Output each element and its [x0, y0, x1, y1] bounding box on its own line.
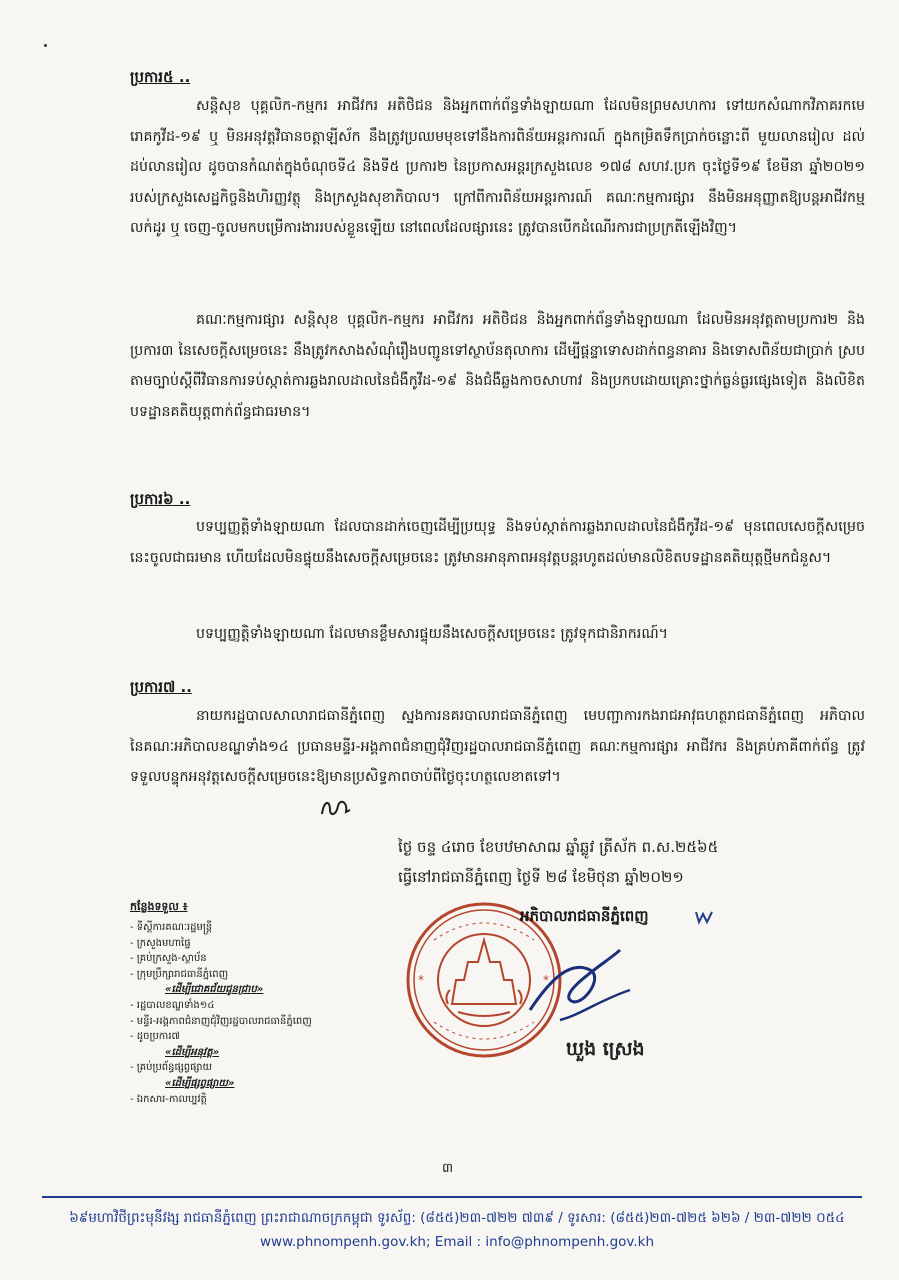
article-7-paragraph-text: នាយករដ្ឋបាលសាលារាជធានីភ្នំពេញ ស្នងការនគរបាលរាជធានីភ្នំពេញ មេបញ្ជាការកងរាជអាវុធហត្ថរាជធានីភ្នំពេញ អភិបាល នៃគណៈអភិបាលខណ្ឌទាំង១៤ ប្រធានមន្ទីរ-អង្គភាពជំនាញជុំវិញរដ្ឋបាលរាជធានីភ្នំពេញ គណៈកម្មការផ្សារ អាជីវករ និងគ្រប់ភាគីពាក់ព័ន្ធ ត្រូវទទួលបន្ទុកអនុវត្តសេចក្តីសម្រេចនេះឱ្យមានប្រសិទ្ធភាពចាប់ពីថ្ងៃចុះហត្ថលេខាតទៅ។: [130, 708, 865, 785]
signer-name: ឃួង ស្រេង: [566, 1038, 645, 1060]
article-6-paragraph-2: [130, 619, 865, 650]
article-6-paragraph-2-text: បទប្បញ្ញត្តិទាំងឡាយណា ដែលមានខ្លឹមសារផ្ទុយនឹងសេចក្តីសម្រេចនេះ ត្រូវទុកជានិរាករណ៍។: [196, 626, 668, 642]
recipient-item: - ក្រុមប្រឹក្សារាជធានីភ្នំពេញ: [130, 968, 229, 980]
recipient-item: - គ្រប់ប្រព័ន្ធផ្សព្វផ្សាយ: [130, 1062, 213, 1074]
recipients-title: កន្លែងទទួល ៖: [130, 900, 188, 913]
recipients-block: [130, 900, 390, 1107]
recipients-purpose: «ដើម្បីផ្សព្វផ្សាយ»: [165, 1077, 235, 1089]
article-6-heading: ប្រការ៦ ..: [130, 490, 191, 508]
governor-title: អភិបាលរាជធានីភ្នំពេញ: [520, 907, 649, 925]
article-5-paragraph-1: [130, 91, 865, 244]
recipient-item: - ដូចប្រការ៧: [130, 1031, 180, 1043]
article-7-heading: ប្រការ៧ ..: [130, 678, 192, 696]
article-7-paragraph: [130, 701, 865, 793]
article-5-paragraph-1-text: សន្តិសុខ បុគ្គលិក-កម្មករ អាជីវករ អតិថិជន និងអ្នកពាក់ព័ន្ធទាំងឡាយណា ដែលមិនព្រមសហការ ទៅយកសំណាកវិភាគរកមេរោគកូវីដ-១៩ ឬ មិនអនុវត្តវិធានចត្តាឡីស័ក នឹងត្រូវប្រឈមមុខទៅនឹងការពិន័យអន្តរការណ៍ ក្នុងកម្រិតទឹកប្រាក់ចន្លោះពី មួយលានរៀល ដល់ ដប់លានរៀល ដូចបានកំណត់ក្នុងចំណុចទី៤ និងទី៥ ប្រការ២ នៃប្រកាសអន្តរក្រសួងលេខ ១៧៨ សហវ.ប្រក ចុះថ្ងៃទី១៩ ខែមីនា ឆ្នាំ២០២១ របស់ក្រសួងសេដ្ឋកិច្ចនិងហិរញ្ញវត្ថុ និងក្រសួងសុខាភិបាល។ ក្រៅពីការពិន័យអន្តរការណ៍ គណៈកម្មការផ្សារ នឹងមិនអនុញ្ញាតឱ្យបន្តអាជីវកម្មលក់ដូរ ឬ ចេញ-ចូលមកបម្រើការងាររបស់ខ្លួនឡើយ នៅពេលដែលផ្សារនេះ ត្រូវបានបើកដំណើរការជាប្រក្រតីឡើងវិញ។: [130, 98, 865, 236]
recipients-purpose: «ដើម្បីអនុវត្ត»: [165, 1046, 220, 1058]
article-6-paragraph-1: [130, 512, 865, 573]
page-number: ៣: [442, 1161, 454, 1176]
recipient-item: - រដ្ឋបាលខណ្ឌទាំង១៤: [130, 999, 215, 1011]
article-6-paragraph-1-text: បទប្បញ្ញត្តិទាំងឡាយណា ដែលបានដាក់ចេញដើម្បីប្រយុទ្ធ និងទប់ស្កាត់ការឆ្លងរាលដាលនៃជំងឺកូវីដ-១៩ មុនពេលសេចក្តីសម្រេចនេះចូលជាធរមាន ហើយដែលមិនផ្ទុយនឹងសេចក្តីសម្រេចនេះ ត្រូវមានអានុភាពអនុវត្តបន្តរហូតដល់មានលិខិតបទដ្ឋានគតិយុត្តថ្មីមកជំនួស។: [130, 519, 865, 566]
recipients-purpose: «ដើម្បីជោគជ័យជូនជ្រាប»: [165, 984, 264, 996]
recipient-item: - ឯកសារ-កាលប្បវត្តិ: [130, 1093, 207, 1105]
article-5-paragraph-2-text: គណៈកម្មការផ្សារ សន្តិសុខ បុគ្គលិក-កម្មករ អាជីវករ អតិថិជន និងអ្នកពាក់ព័ន្ធទាំងឡាយណា ដែលមិនអនុវត្តតាមប្រការ២ និងប្រការ៣ នៃសេចក្តីសម្រេចនេះ នឹងត្រូវកសាងសំណុំរឿងបញ្ជូនទៅស្ថាប័នតុលាការ ដើម្បីផ្តន្ទាទោសដាក់ពន្ធនាគារ និងទោសពិន័យជាប្រាក់ ស្របតាមច្បាប់ស្តីពីវិធានការទប់ស្កាត់ការឆ្លងរាលដាលនៃជំងឺកូវីដ-១៩ និងជំងឺឆ្លងកាចសាហាវ និងប្រកបដោយគ្រោះថ្នាក់ធ្ងន់ធ្ងរផ្សេងទៀត និងលិខិតបទដ្ឋានគតិយុត្តពាក់ព័ន្ធជាធរមាន។: [130, 312, 865, 420]
scan-speck: [44, 44, 47, 47]
initial-mark-icon: [318, 794, 354, 822]
lunar-date: ថ្ងៃ ចន្ទ ៤រោច ខែបឋមាសាឍ ឆ្នាំឆ្លូវ ត្រីស័ក ព.ស.២៥៦៥: [398, 838, 719, 856]
footer-address: ៦៩មហាវិថីព្រះមុនីវង្ស រាជធានីភ្នំពេញ ព្រះរាជាណាចក្រកម្ពុជា ទូរស័ព្ទ: (៨៥៥)២៣-៧២២ ៧៣៩ / ទូរសារ: (៨៥៥)២៣-៧២៥ ៦២៦ / ២៣-៧២២ ០៥៤: [69, 1210, 845, 1226]
footer-web-email: www.phnompenh.gov.kh; Email : info@phnompenh.gov.kh: [259, 1234, 655, 1250]
svg-text:*: *: [543, 973, 549, 987]
article-5-paragraph-2: [130, 305, 865, 427]
recipient-item: - គ្រប់ក្រសួង-ស្ថាប័ន: [130, 953, 207, 965]
initial-mark-2-icon: [693, 908, 715, 926]
recipient-item: - មន្ទីរ-អង្គភាពជំនាញជុំវិញរដ្ឋបាលរាជធានីភ្នំពេញ: [130, 1015, 312, 1027]
article-5-heading: ប្រការ៥ ..: [130, 68, 191, 86]
signature-icon: [520, 940, 640, 1030]
recipient-item: - ទីស្តីការគណៈរដ្ឋមន្ត្រី: [130, 922, 213, 933]
footer-divider: [42, 1196, 862, 1198]
solar-date: ធ្វើនៅរាជធានីភ្នំពេញ ថ្ងៃទី ២៨ ខែមិថុនា ឆ្នាំ២០២១: [398, 868, 684, 886]
svg-text:*: *: [418, 973, 424, 987]
recipient-item: - ក្រសួងមហាផ្ទៃ: [130, 937, 191, 949]
